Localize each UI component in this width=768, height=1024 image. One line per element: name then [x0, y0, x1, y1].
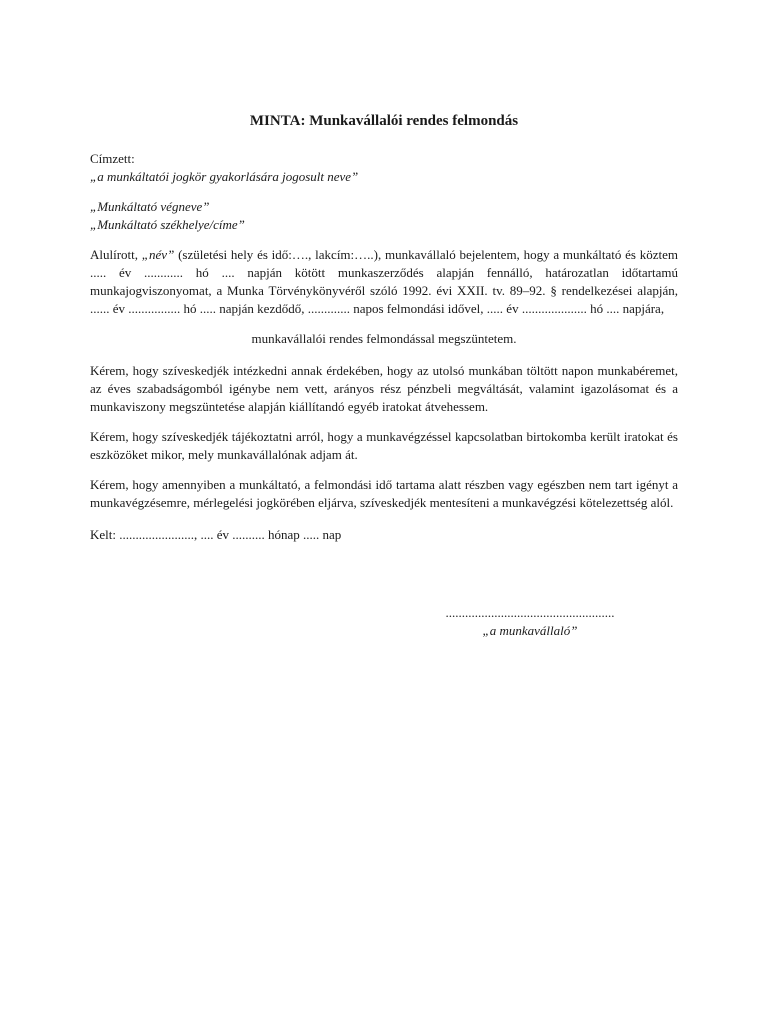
termination-statement: munkavállalói rendes felmondással megszüntetem. [251, 331, 517, 346]
recipient-label: Címzett: [90, 151, 135, 166]
recipient-name: „a munkáltatói jogkör gyakorlására jogosult neve” [90, 169, 359, 184]
signature-label: „a munkavállaló” [482, 623, 578, 638]
document-page [90, 112, 678, 638]
paragraph-notice-intro: Alulírott, [90, 247, 142, 262]
employer-name: „Munkáltató végneve” [90, 199, 210, 214]
employer-address: „Munkáltató székhelye/címe” [90, 217, 245, 232]
paragraph-wages: Kérem, hogy szíveskedjék intézkedni annak érdekében, hogy az utolsó munkában töltött napon munkabéremet, az éves szabadságomból igénybe nem vett, arányos rész pénzbeli megváltását, valamint igazolásomat és a munkaviszony megszüntetése alapján kiállítandó egyéb iratokat átvehessem. [90, 363, 678, 414]
paragraph-documents: Kérem, hogy szíveskedjék tájékoztatni arról, hogy a munkavégzéssel kapcsolatban birtokomba került iratokat és eszközöket mikor, mely munkavállalónak adjam át. [90, 429, 678, 462]
dated-line: Kelt: ......................., .... év .......... hónap ..... nap [90, 527, 342, 542]
signature-dots: .................................................... [445, 605, 615, 620]
document-title: MINTA: Munkavállalói rendes felmondás [249, 113, 519, 129]
paragraph-notice [90, 246, 678, 318]
paragraph-notice-body: (születési hely és idő:…., lakcím:…..), munkavállaló bejelentem, hogy a munkáltató és köztem ..... év ............ hó .... napján kötött munkaszerződés alapján fennálló, határozatlan időtartamú munkajogviszonyomat, a Munka Törvénykönyvéről szóló 1992. évi XXII. tv. 89–92. § rendelkezései alapján, ...... év ................ hó ..... napján kezdődő, ............. napos felmondási idővel, ..... év .................... hó .... napjára, [90, 247, 678, 316]
recipient-block [90, 150, 678, 186]
signature-block [430, 604, 630, 640]
placeholder-name: „név” [141, 247, 175, 262]
employer-block [90, 198, 678, 234]
paragraph-exemption: Kérem, hogy amennyiben a munkáltató, a felmondási idő tartama alatt részben vagy egészben nem tart igényt a munkavégzésemre, mérlegelési jogkörében eljárva, szíveskedjék mentesíteni a munkavégzési kötelezettség alól. [90, 477, 678, 510]
